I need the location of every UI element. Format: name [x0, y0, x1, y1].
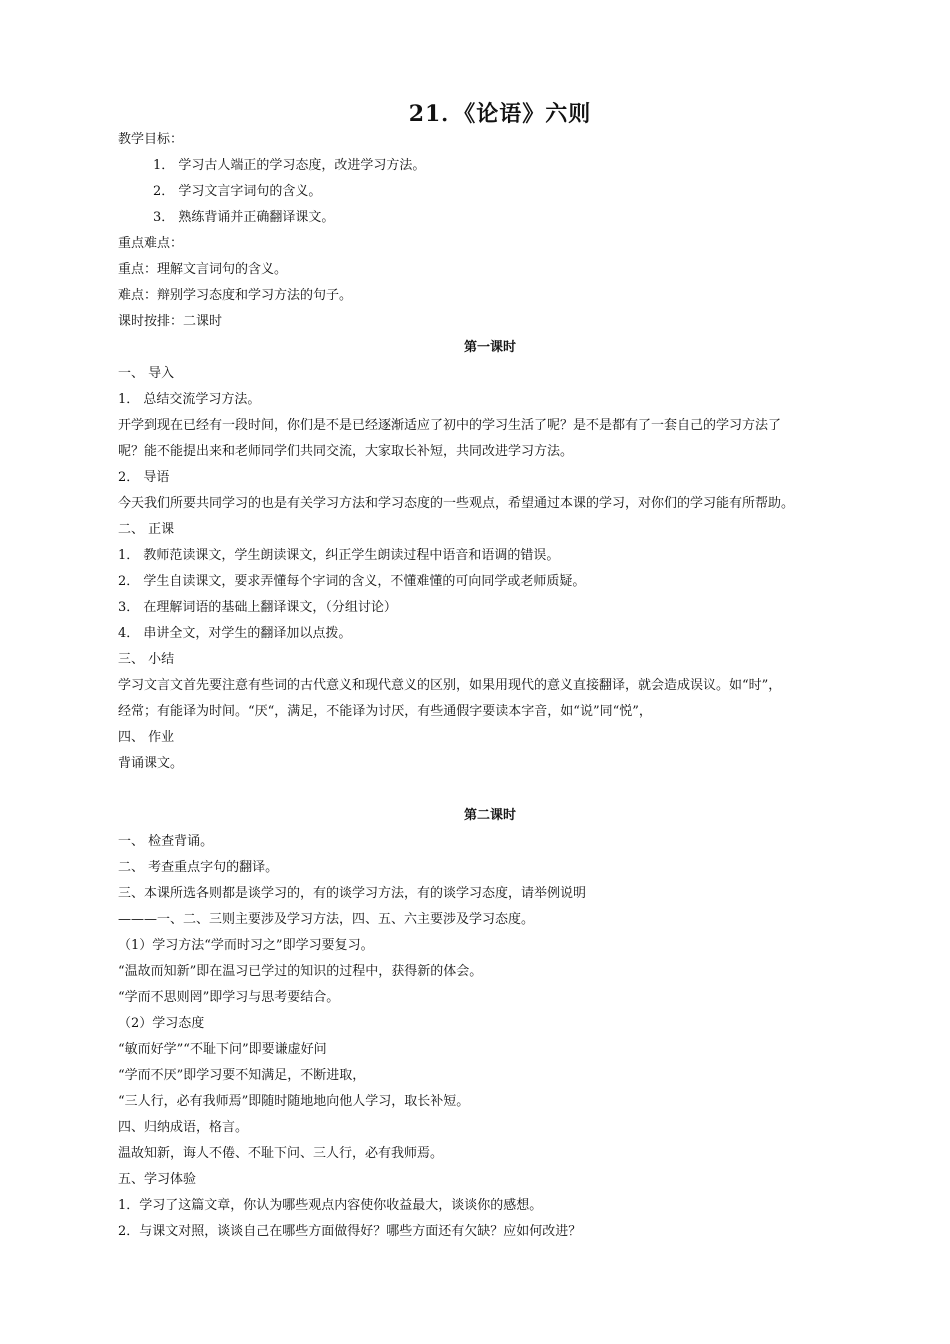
paragraph-line: ———一、二、三则主要涉及学习方法，四、五、六主要涉及学习态度。 [118, 912, 535, 927]
key-point-line: 重点：理解文言词句的含义。 [118, 262, 288, 277]
section-line: 四、 作业 [118, 730, 175, 745]
paragraph-line: 今天我们所要共同学习的也是有关学习方法和学习态度的一些观点，希望通过本课的学习，对你们的学习能有所帮助。 [118, 496, 795, 511]
section-line: 三、本课所选各则都是谈学习的，有的谈学习方法，有的谈学习态度，请举例说明 [118, 886, 587, 901]
paragraph-line: （2）学习态度 [118, 1016, 205, 1031]
goal-item-1: 1． 学习古人端正的学习态度，改进学习方法。 [153, 158, 426, 173]
list-item: 4． 串讲全文，对学生的翻译加以点拨。 [118, 626, 352, 641]
paragraph-line: 呢？能不能提出来和老师同学们共同交流，大家取长补短，共同改进学习方法。 [118, 444, 574, 459]
document-title: 21．《论语》六则 [408, 101, 592, 127]
section-line: 二、 正课 [118, 522, 175, 537]
list-item: 1． 教师范读课文，学生朗读课文，纠正学生朗读过程中语音和语调的错误。 [118, 548, 560, 563]
teaching-goals-label: 教学目标： [118, 132, 184, 147]
list-item: 2．与课文对照，谈谈自己在哪些方面做得好？哪些方面还有欠缺？应如何改进？ [118, 1224, 582, 1239]
paragraph-line: “三人行，必有我师焉”即随时随地地向他人学习，取长补短。 [118, 1094, 470, 1109]
paragraph-line: （1）学习方法“学而时习之”即学习要复习。 [118, 938, 374, 953]
list-item: 3． 在理解词语的基础上翻译课文，（分组讨论） [118, 600, 397, 615]
section-line: 2． 导语 [118, 470, 170, 485]
list-item: 1．学习了这篇文章，你认为哪些观点内容使你收益最大，谈谈你的感想。 [118, 1198, 543, 1213]
section-line: 一、 导入 [118, 366, 175, 381]
paragraph-line: “温故而知新”即在温习已学过的知识的过程中，获得新的体会。 [118, 964, 483, 979]
section-heading-first-lesson: 第一课时 [463, 340, 516, 355]
section-line: 二、 考查重点字句的翻译。 [118, 860, 279, 875]
schedule-line: 课时按排：二课时 [118, 314, 223, 329]
section-heading-second-lesson: 第二课时 [463, 808, 516, 823]
section-line: 五、学习体验 [118, 1172, 197, 1187]
list-item: 2． 学生自读课文，要求弄懂每个字词的含义，不懂难懂的可向同学或老师质疑。 [118, 574, 586, 589]
paragraph-line: 温故知新，诲人不倦、不耻下问、三人行，必有我师焉。 [118, 1146, 444, 1161]
paragraph-line: 开学到现在已经有一段时间，你们是不是已经逐渐适应了初中的学习生活了呢？是不是都有了一套自己的学习方法了 [118, 418, 782, 433]
difficult-point-line: 难点：辩别学习态度和学习方法的句子。 [118, 288, 353, 303]
key-points-label: 重点难点： [118, 236, 184, 251]
paragraph-line: “学而不思则罔”即学习与思考要结合。 [118, 990, 340, 1005]
section-line: 1． 总结交流学习方法。 [118, 392, 261, 407]
goal-item-3: 3． 熟练背诵并正确翻译课文。 [153, 210, 335, 225]
paragraph-line: 背诵课文。 [118, 756, 184, 771]
section-line: 一、 检查背诵。 [118, 834, 214, 849]
section-line: 四、归纳成语，格言。 [118, 1120, 249, 1135]
paragraph-line: 经常；有能译为时间。“厌“，满足，不能译为讨厌，有些通假字要读本字音，如“说”同“悦”， [118, 704, 652, 719]
paragraph-line: “学而不厌”即学习要不知满足，不断进取， [118, 1068, 366, 1083]
paragraph-line: 学习文言文首先要注意有些词的古代意义和现代意义的区别，如果用现代的意义直接翻译，就会造成误议。如“时”， [118, 678, 782, 693]
section-line: 三、 小结 [118, 652, 175, 667]
paragraph-line: “敏而好学”“不耻下问”即要谦虚好问 [118, 1042, 327, 1057]
goal-item-2: 2． 学习文言字词句的含义。 [153, 184, 322, 199]
